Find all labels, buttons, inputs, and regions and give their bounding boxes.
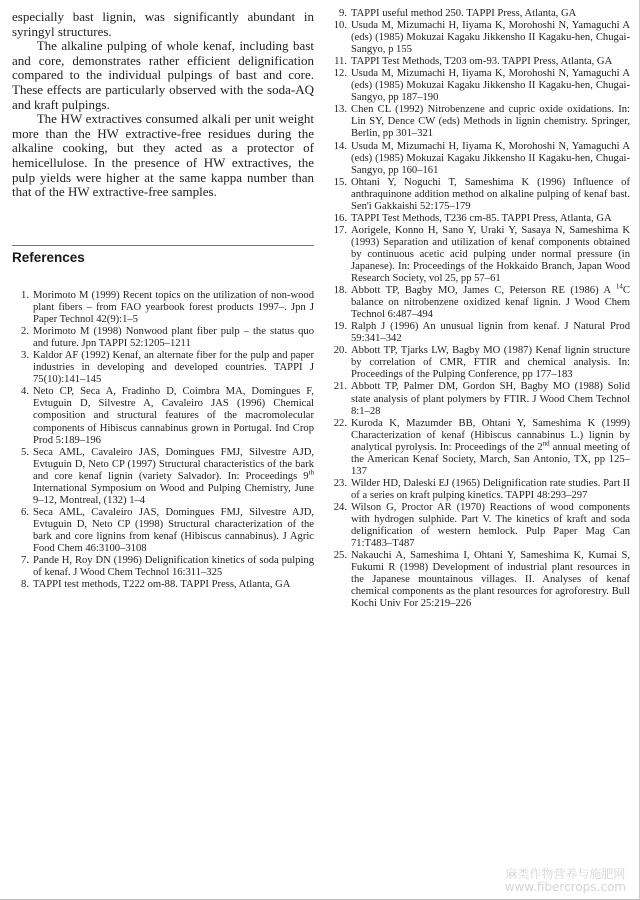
reference-number: 21. bbox=[333, 381, 347, 393]
reference-item bbox=[12, 447, 314, 507]
reference-number: 14. bbox=[333, 140, 347, 152]
reference-item bbox=[330, 68, 630, 104]
reference-text: Morimoto M (1999) Recent topics on the utilization of non-wood plant fibers – from FAO yearbook forest products 1997–. Jpn J Paper Technol 42(9):1–5 bbox=[33, 290, 314, 326]
paragraph: The HW extractives consumed alkali per unit weight more than the HW extractive-free residues during the alkaline cooking, but they acted as a protector of hemicellulose. In the presence of HW extractives, the pulp yields were higher at the same kappa number than that of the HW extractive-free samples. bbox=[12, 111, 314, 200]
paragraph: especially bast lignin, was significantly abundant in syringyl structures. bbox=[12, 9, 314, 39]
paragraph: The alkaline pulping of whole kenaf, including bast and core, demonstrates rather efficient delignification compared to the individual pulpings of bast and core. These effects are particularly observed with the soda-AQ and kraft pulpings. bbox=[12, 38, 314, 112]
reference-number: 4. bbox=[21, 386, 29, 398]
reference-item bbox=[330, 282, 630, 321]
right-column bbox=[330, 8, 630, 610]
reference-item bbox=[330, 550, 630, 610]
reference-item bbox=[12, 290, 314, 326]
reference-text: Chen CL (1992) Nitrobenzene and cupric oxide oxidations. In: Lin SY, Dence CW (eds) Methods in lignin chemistry. Springer, Berlin, pp 301–321 bbox=[351, 104, 630, 140]
reference-text: Wilson G, Proctor AR (1970) Reactions of wood components with hydrogen sulphide. Part V. The kinetics of kraft and soda delignification of western hemlock. Pulp Paper Mag Can 71:T483–T487 bbox=[351, 501, 630, 550]
reference-text-continued: C balance on nitrobenzene oxidized kenaf lignin. J Wood Chem Technol 6:487–494 bbox=[351, 285, 630, 321]
reference-item bbox=[330, 345, 630, 381]
reference-list-right bbox=[330, 8, 630, 610]
reference-number: 7. bbox=[21, 555, 29, 567]
reference-number: 5. bbox=[21, 446, 29, 458]
reference-item bbox=[330, 225, 630, 285]
reference-text-continued: annual meeting of the American Kenaf Society, March, San Antonio, TX, pp 125–137 bbox=[351, 441, 630, 477]
reference-text: Neto CP, Seca A, Fradinho D, Coimbra MA, Domingues F, Evtuguin D, Silvestre A, Cavaleiro JAS (1996) Chemical composition and structural features of the macromolecular components of Hibiscus cannabinus grown in Portugal. Ind Crop Prod 5:189–196 bbox=[33, 386, 314, 446]
reference-text: TAPPI Test Methods, T236 cm-85. TAPPI Press, Atlanta, GA bbox=[351, 212, 612, 224]
body-text bbox=[12, 10, 314, 200]
reference-item bbox=[330, 141, 630, 177]
reference-number: 10. bbox=[333, 20, 347, 32]
reference-item bbox=[330, 8, 630, 20]
reference-number: 16. bbox=[333, 212, 347, 224]
left-column bbox=[12, 9, 314, 591]
reference-text: Wilder HD, Daleski EJ (1965) Delignification rate studies. Part II of a series on kraft pulping kinetics. TAPPI 48:293–297 bbox=[351, 477, 630, 501]
reference-number: 22. bbox=[333, 417, 347, 429]
reference-item bbox=[12, 507, 314, 555]
section-divider bbox=[12, 245, 314, 246]
reference-item bbox=[330, 478, 630, 502]
reference-text: Abbott TP, Palmer DM, Gordon SH, Bagby MO (1988) Solid state analysis of plant polymers by FTIR. J Wood Chem Technol 8:1–28 bbox=[351, 381, 630, 417]
reference-text: TAPPI useful method 250. TAPPI Press, Atlanta, GA bbox=[351, 8, 577, 19]
reference-text: TAPPI Test Methods, T203 om-93. TAPPI Press, Atlanta, GA bbox=[351, 56, 613, 68]
reference-text: Aorigele, Konno H, Sano Y, Uraki Y, Sasaya N, Sameshima K (1993) Separation and utilization of kenaf components obtained by continuous acetic acid pulping under normal pressure (in Japanese). In: Proceedings of the Hokkaido Branch, Japan Wood Research Society, vol 25, pp 57–61 bbox=[351, 224, 630, 285]
reference-text: Ralph J (1996) An unusual lignin from kenaf. J Natural Prod 59:341–342 bbox=[351, 321, 630, 345]
reference-item bbox=[330, 381, 630, 417]
reference-text: Seca AML, Cavaleiro JAS, Domingues FMJ, Silvestre AJD, Evtuguin D, Neto CP (1998) Structural characterization of the bark and core lignins from kenaf (Hibiscus cannabinus). J Agric Food Chem 46:3100–3108 bbox=[33, 506, 314, 554]
reference-item bbox=[12, 555, 314, 579]
reference-text: Seca AML, Cavaleiro JAS, Domingues FMJ, Silvestre AJD, Evtuguin D, Neto CP (1997) Structural characteristics of the bark and core kenaf lignin (variety Salvador). In: Proceedings 9 bbox=[33, 446, 314, 482]
reference-item bbox=[330, 20, 630, 56]
reference-number: 18. bbox=[333, 285, 347, 297]
reference-text: Nakauchi A, Sameshima I, Ohtani Y, Sameshima K, Kumai S, Fukumi R (1998) Development of industrial plant resources in the Japanese mountainous villages. II. Analyses of kenaf chemical components as the plant resources for agroforestry. Bull Kochi Univ For 25:219–226 bbox=[351, 550, 630, 610]
reference-text: Kuroda K, Mazumder BB, Ohtani Y, Sameshima K (1999) Characterization of kenaf (Hibiscus cannabinus L.) lignin by analytical pyrolysis. In: Proceedings of the 2 bbox=[351, 417, 630, 453]
reference-item bbox=[12, 386, 314, 446]
reference-text: Ohtani Y, Noguchi T, Sameshima K (1996) Influence of anthraquinone addition method on alkaline pulping of kenaf bast. Sen'i Gakkaishi 52:175–179 bbox=[351, 176, 630, 212]
reference-text: Usuda M, Mizumachi H, Iiyama K, Morohoshi N, Yamaguchi A (eds) (1985) Mokuzai Kagaku Jikkensho II Kagaku-hen, Chugai-Sangyo, pp 160–161 bbox=[351, 140, 630, 176]
reference-text: Abbott TP, Bagby MO, James C, Peterson RE (1986) A bbox=[351, 285, 616, 297]
reference-item bbox=[330, 56, 630, 68]
reference-list-left bbox=[12, 290, 314, 591]
reference-number: 17. bbox=[333, 224, 347, 236]
reference-number: 12. bbox=[333, 68, 347, 80]
reference-text: TAPPI test methods, T222 om-88. TAPPI Press, Atlanta, GA bbox=[33, 579, 291, 591]
reference-item bbox=[12, 579, 314, 591]
reference-text: Abbott TP, Tjarks LW, Bagby MO (1987) Kenaf lignin structure by correlation of CMR, FTIR and chemical analysis. In: Proceedings of the Pulping Conference, pp 177–183 bbox=[351, 345, 630, 381]
references-heading: References bbox=[12, 250, 85, 265]
reference-text-continued: International Symposium on Wood and Pulping Chemistry, June 9–12, Montreal, (132) 1–4 bbox=[33, 482, 314, 506]
reference-item bbox=[330, 418, 630, 478]
reference-number: 3. bbox=[21, 350, 29, 362]
reference-number: 6. bbox=[21, 506, 29, 518]
watermark-url: www.fibercrops.com bbox=[504, 880, 626, 894]
reference-superscript: th bbox=[308, 468, 314, 477]
reference-item bbox=[330, 177, 630, 213]
reference-number: 24. bbox=[333, 501, 347, 513]
reference-text: Pande H, Roy DN (1996) Delignification kinetics of soda pulping of kenaf. J Wood Chem Technol 16:311–325 bbox=[33, 555, 314, 579]
reference-number: 20. bbox=[333, 345, 347, 357]
watermark-chinese: 麻类作物营养与施肥网 bbox=[505, 867, 626, 881]
reference-number: 1. bbox=[21, 290, 29, 301]
reference-item bbox=[330, 321, 630, 345]
reference-item bbox=[330, 213, 630, 225]
reference-item bbox=[12, 350, 314, 386]
reference-item bbox=[330, 104, 630, 140]
reference-text: Morimoto M (1998) Nonwood plant fiber pulp – the status quo and future. Jpn TAPPI 52:1205–1211 bbox=[33, 326, 314, 350]
reference-item bbox=[12, 326, 314, 350]
reference-number: 9. bbox=[339, 8, 347, 19]
reference-number: 8. bbox=[21, 579, 29, 591]
reference-number: 25. bbox=[333, 550, 347, 562]
reference-number: 19. bbox=[333, 321, 347, 333]
reference-number: 15. bbox=[333, 176, 347, 188]
reference-text: Kaldor AF (1992) Kenaf, an alternate fiber for the pulp and paper industries in developing and developed countries. TAPPI J 75(10):141–145 bbox=[33, 350, 314, 386]
watermark bbox=[505, 868, 626, 894]
reference-text: Usuda M, Mizumachi H, Iiyama K, Morohoshi N, Yamaguchi A (eds) (1985) Mokuzai Kagaku Jikkensho II Kagaku-hen, Chugai-Sangyo, pp 187–190 bbox=[351, 68, 630, 104]
reference-superscript: nd bbox=[542, 439, 550, 448]
reference-superscript: 14 bbox=[615, 282, 623, 291]
reference-text: Usuda M, Mizumachi H, Iiyama K, Morohoshi N, Yamaguchi A (eds) (1985) Mokuzai Kagaku Jikkensho II Kagaku-hen, Chugai-Sangyo, p 155 bbox=[351, 20, 630, 56]
reference-number: 11. bbox=[334, 56, 347, 68]
reference-number: 13. bbox=[333, 104, 347, 116]
reference-number: 2. bbox=[21, 326, 29, 338]
reference-number: 23. bbox=[333, 477, 347, 489]
reference-item bbox=[330, 502, 630, 550]
